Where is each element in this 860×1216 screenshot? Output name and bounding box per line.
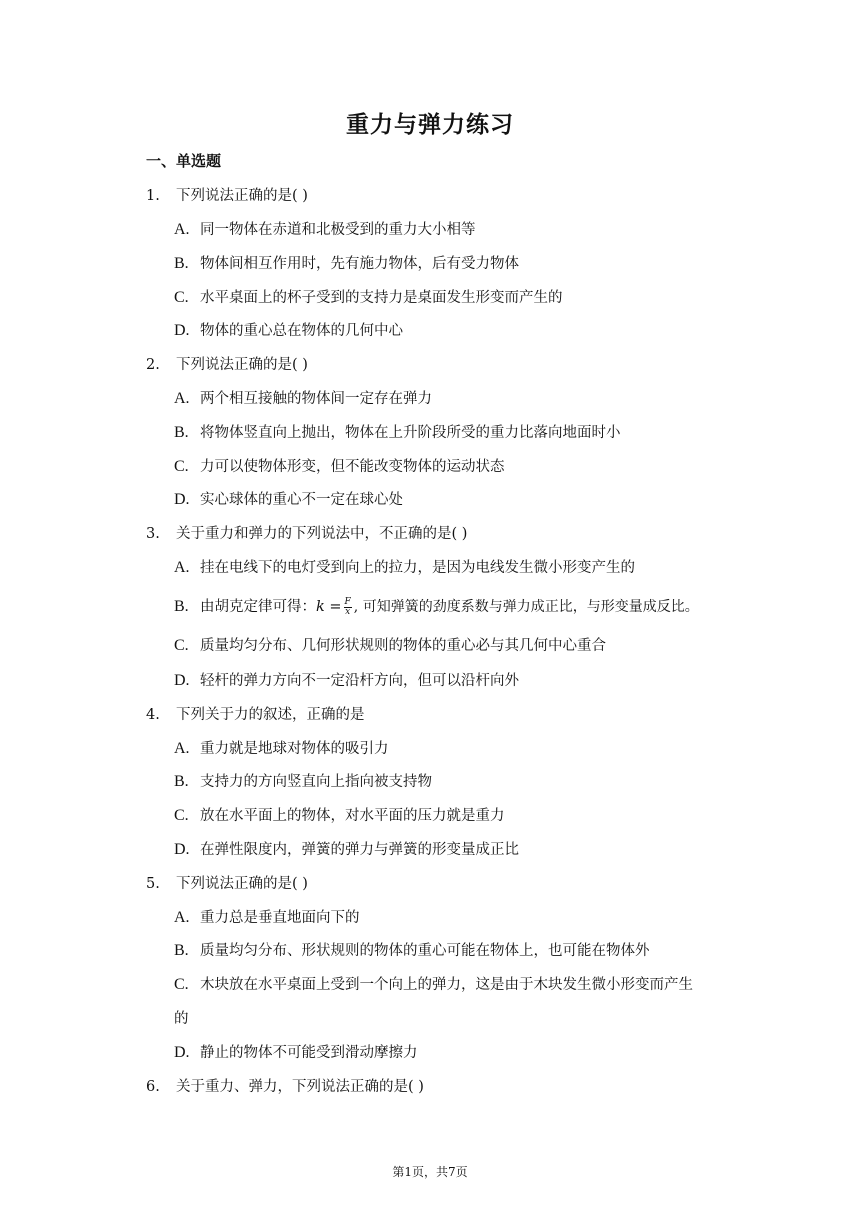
question-stem: 下列说法正确的是( ) (176, 876, 308, 892)
option-c: C. 放在水平面上的物体，对水平面的压力就是重力 (174, 807, 505, 824)
option-d: D. 静止的物体不可能受到滑动摩擦力 (174, 1044, 418, 1061)
question-stem: 关于重力和弹力的下列说法中，不正确的是( ) (176, 526, 468, 542)
question-number: 5. (146, 876, 160, 892)
question-number: 2. (146, 357, 160, 373)
page-title: 重力与弹力练习 (346, 111, 514, 138)
question-stem: 下列关于力的叙述，正确的是 (176, 707, 365, 723)
option-b: B. 质量均匀分布、形状规则的物体的重心可能在物体上，也可能在物体外 (174, 942, 650, 959)
question-number: 1. (146, 188, 160, 204)
option-a: A. 挂在电线下的电灯受到向上的拉力，是因为电线发生微小形变产生的 (174, 559, 635, 576)
option-c: C. 质量均匀分布、几何形状规则的物体的重心必与其几何中心重合 (174, 637, 606, 654)
question-number: 4. (146, 707, 160, 723)
option-a: A. 重力就是地球对物体的吸引力 (174, 740, 389, 757)
option-b: B. 支持力的方向竖直向上指向被支持物 (174, 773, 432, 790)
formula-lhs: k = (316, 599, 342, 615)
question-number: 3. (146, 526, 160, 542)
option-a: A. 同一物体在赤道和北极受到的重力大小相等 (174, 221, 476, 238)
option-d: D. 轻杆的弹力方向不一定沿杆方向，但可以沿杆向外 (174, 672, 519, 689)
option-a: A. 两个相互接触的物体间一定存在弹力 (174, 390, 432, 407)
option-d: D. 物体的重心总在物体的几何中心 (174, 322, 403, 339)
option-d: D. 实心球体的重心不一定在球心处 (174, 491, 403, 508)
formula-fraction: $\frac{F}{x}$ (344, 596, 351, 617)
option-a: A. 重力总是垂直地面向下的 (174, 909, 360, 926)
option-c-continuation: 的 (174, 1011, 189, 1027)
question-number: 6. (146, 1079, 160, 1095)
option-c: C. 力可以使物体形变，但不能改变物体的运动状态 (174, 458, 505, 475)
question-stem: 下列说法正确的是( ) (176, 357, 308, 373)
option-c: C. 水平桌面上的杯子受到的支持力是桌面发生形变而产生的 (174, 289, 563, 306)
option-d: D. 在弹性限度内，弹簧的弹力与弹簧的形变量成正比 (174, 841, 519, 858)
question-stem: 关于重力、弹力，下列说法正确的是( ) (176, 1079, 424, 1095)
question-stem: 下列说法正确的是( ) (176, 188, 308, 204)
option-b: B. 物体间相互作用时，先有施力物体，后有受力物体 (174, 255, 519, 272)
section-heading: 一、单选题 (146, 152, 222, 170)
option-c: C. 木块放在水平桌面上受到一个向上的弹力，这是由于木块发生微小形变而产生 (174, 976, 693, 993)
page-footer: 第1页，共7页 (392, 1165, 468, 1179)
option-b: B. 将物体竖直向上抛出，物体在上升阶段所受的重力比落向地面时小 (174, 424, 621, 441)
option-b: B. 由胡克定律可得：k = $\frac{F}{x}$ , 可知弹簧的劲度系数与弹力成正比，与形变量成反比。 (174, 596, 699, 617)
